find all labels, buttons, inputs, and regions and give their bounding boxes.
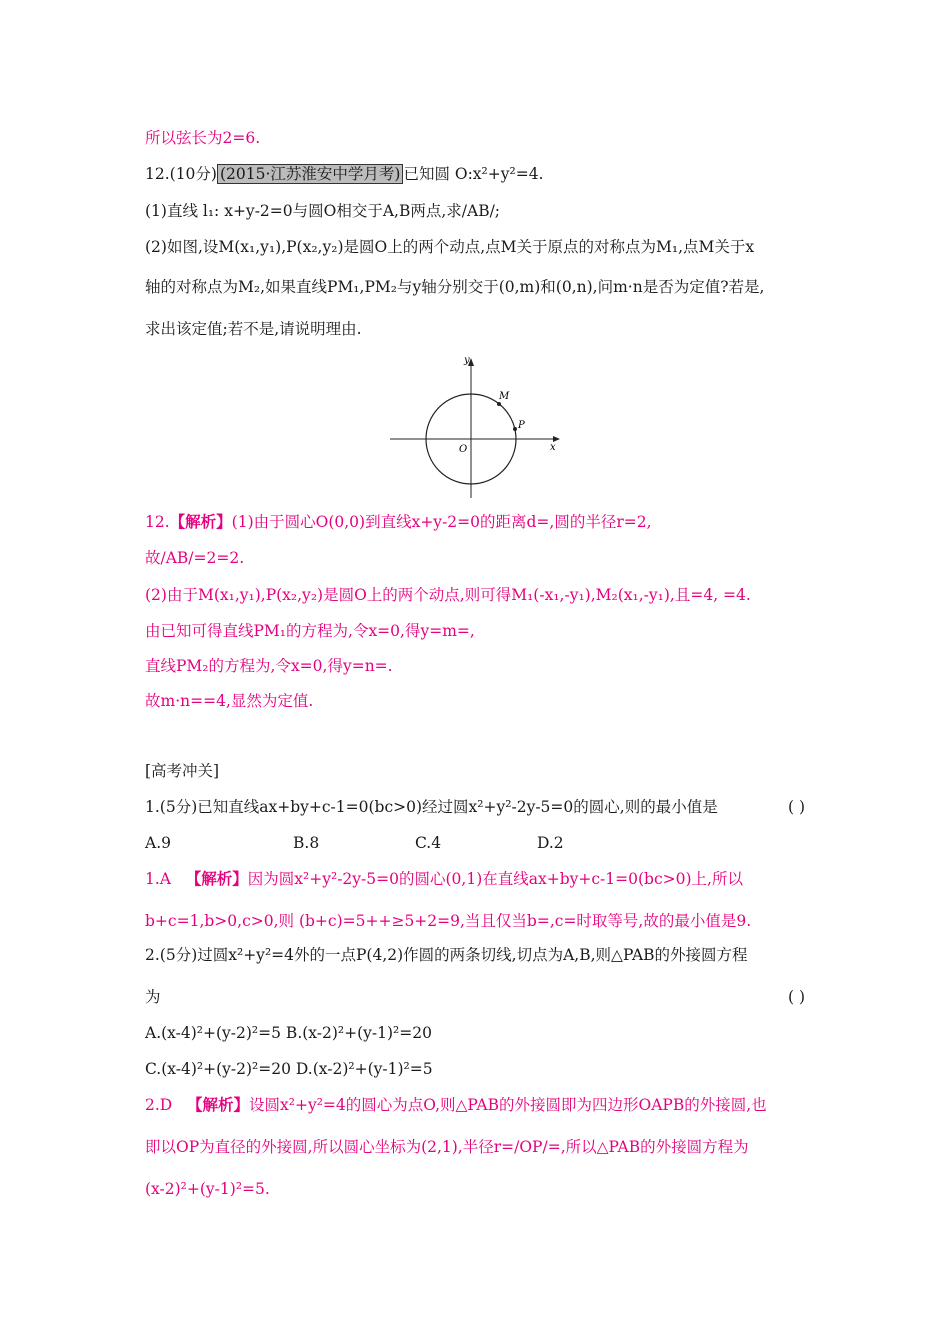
point-p-dot bbox=[513, 427, 517, 431]
solution-12-number: 12. bbox=[145, 513, 170, 531]
question-1-answer-blank: ( ) bbox=[787, 798, 805, 816]
solution-12-line3: (2)由于M(x₁,y₁),P(x₂,y₂)是圆O上的两个动点,则可得M₁(-x₁,-y₁),M₂(x₁,-y₁),且=4, =4. bbox=[145, 586, 751, 604]
option-b: B.8 bbox=[293, 834, 320, 852]
question-1-options bbox=[145, 832, 805, 854]
problem-12-part2-line2: 轴的对称点为M₂,如果直线PM₁,PM₂与y轴分别交于(0,m)和(0,n),问m·n是否为定值?若是, bbox=[145, 278, 765, 296]
solution-12-line5: 直线PM₂的方程为,令x=0,得y=n=. bbox=[145, 657, 393, 675]
question-1 bbox=[145, 796, 805, 818]
option-a: A.9 bbox=[145, 834, 171, 852]
solution-12-line1 bbox=[145, 511, 805, 533]
x-axis-label: x bbox=[550, 442, 556, 453]
question-2-text: 为 bbox=[145, 988, 161, 1006]
point-p-label: P bbox=[518, 420, 525, 431]
option-c: C.4 bbox=[415, 834, 442, 852]
solution-12-line2: 故/AB/=2=2. bbox=[145, 549, 245, 567]
problem-12-statement: 已知圆 O:x²+y²=4. bbox=[403, 165, 544, 183]
solution-12-line6: 故m·n==4,显然为定值. bbox=[145, 692, 314, 710]
answer-1-line1 bbox=[145, 868, 805, 890]
question-1-text: 1.(5分)已知直线ax+by+c-1=0(bc>0)经过圆x²+y²-2y-5=0的圆心,则的最小值是 bbox=[145, 798, 718, 816]
analysis-label: 【解析】 bbox=[169, 512, 232, 531]
line-chord-result: 所以弦长为2=6. bbox=[145, 129, 261, 147]
answer-2-line3: (x-2)²+(y-1)²=5. bbox=[145, 1180, 270, 1198]
solution-12-line4: 由已知可得直线PM₁的方程为,令x=0,得y=m=, bbox=[145, 622, 475, 640]
question-2-line1: 2.(5分)过圆x²+y²=4外的一点P(4,2)作圆的两条切线,切点为A,B,则△PAB的外接圆方程 bbox=[145, 946, 748, 964]
analysis-label: 【解析】 bbox=[187, 1095, 250, 1114]
answer-2-line1 bbox=[145, 1094, 805, 1116]
source-tag: (2015·江苏淮安中学月考) bbox=[217, 164, 403, 184]
solution-12-text: (1)由于圆心O(0,0)到直线x+y-2=0的距离d=,圆的半径r=2, bbox=[231, 513, 652, 531]
problem-12-part1: (1)直线 l₁: x+y-2=0与圆O相交于A,B两点,求/AB/; bbox=[145, 202, 501, 220]
origin-label: O bbox=[459, 444, 468, 455]
answer-1-choice: 1.A bbox=[145, 870, 171, 888]
point-m-dot bbox=[497, 402, 501, 406]
circle-figure bbox=[385, 352, 585, 502]
problem-12-header bbox=[145, 163, 805, 185]
problem-12-part2-line1: (2)如图,设M(x₁,y₁),P(x₂,y₂)是圆O上的两个动点,点M关于原点的对称点为M₁,点M关于x bbox=[145, 238, 755, 256]
answer-2-text: 设圆x²+y²=4的圆心为点O,则△PAB的外接圆即为四边形OAPB的外接圆,也 bbox=[249, 1096, 767, 1114]
analysis-label: 【解析】 bbox=[185, 869, 248, 888]
problem-12-number: 12.(10分) bbox=[145, 165, 217, 183]
y-axis-label: y bbox=[464, 355, 470, 366]
section-heading: [高考冲关] bbox=[145, 762, 220, 780]
answer-2-choice: 2.D bbox=[145, 1096, 173, 1114]
question-2-answer-blank: ( ) bbox=[787, 988, 805, 1006]
answer-2-line2: 即以OP为直径的外接圆,所以圆心坐标为(2,1),半径r=/OP/=,所以△PAB的外接圆方程为 bbox=[145, 1138, 749, 1156]
answer-1-text: 因为圆x²+y²-2y-5=0的圆心(0,1)在直线ax+by+c-1=0(bc>0)上,所以 bbox=[247, 870, 743, 888]
question-2-options-cd: C.(x-4)²+(y-2)²=20 D.(x-2)²+(y-1)²=5 bbox=[145, 1060, 433, 1078]
question-2-options-ab: A.(x-4)²+(y-2)²=5 B.(x-2)²+(y-1)²=20 bbox=[145, 1024, 432, 1042]
problem-12-part2-line3: 求出该定值;若不是,请说明理由. bbox=[145, 320, 362, 338]
point-m-label: M bbox=[499, 391, 510, 402]
option-d: D.2 bbox=[537, 834, 564, 852]
question-2-line2 bbox=[145, 986, 805, 1008]
answer-1-line2: b+c=1,b>0,c>0,则 (b+c)=5++≥5+2=9,当且仅当b=,c=时取等号,故的最小值是9. bbox=[145, 912, 752, 930]
